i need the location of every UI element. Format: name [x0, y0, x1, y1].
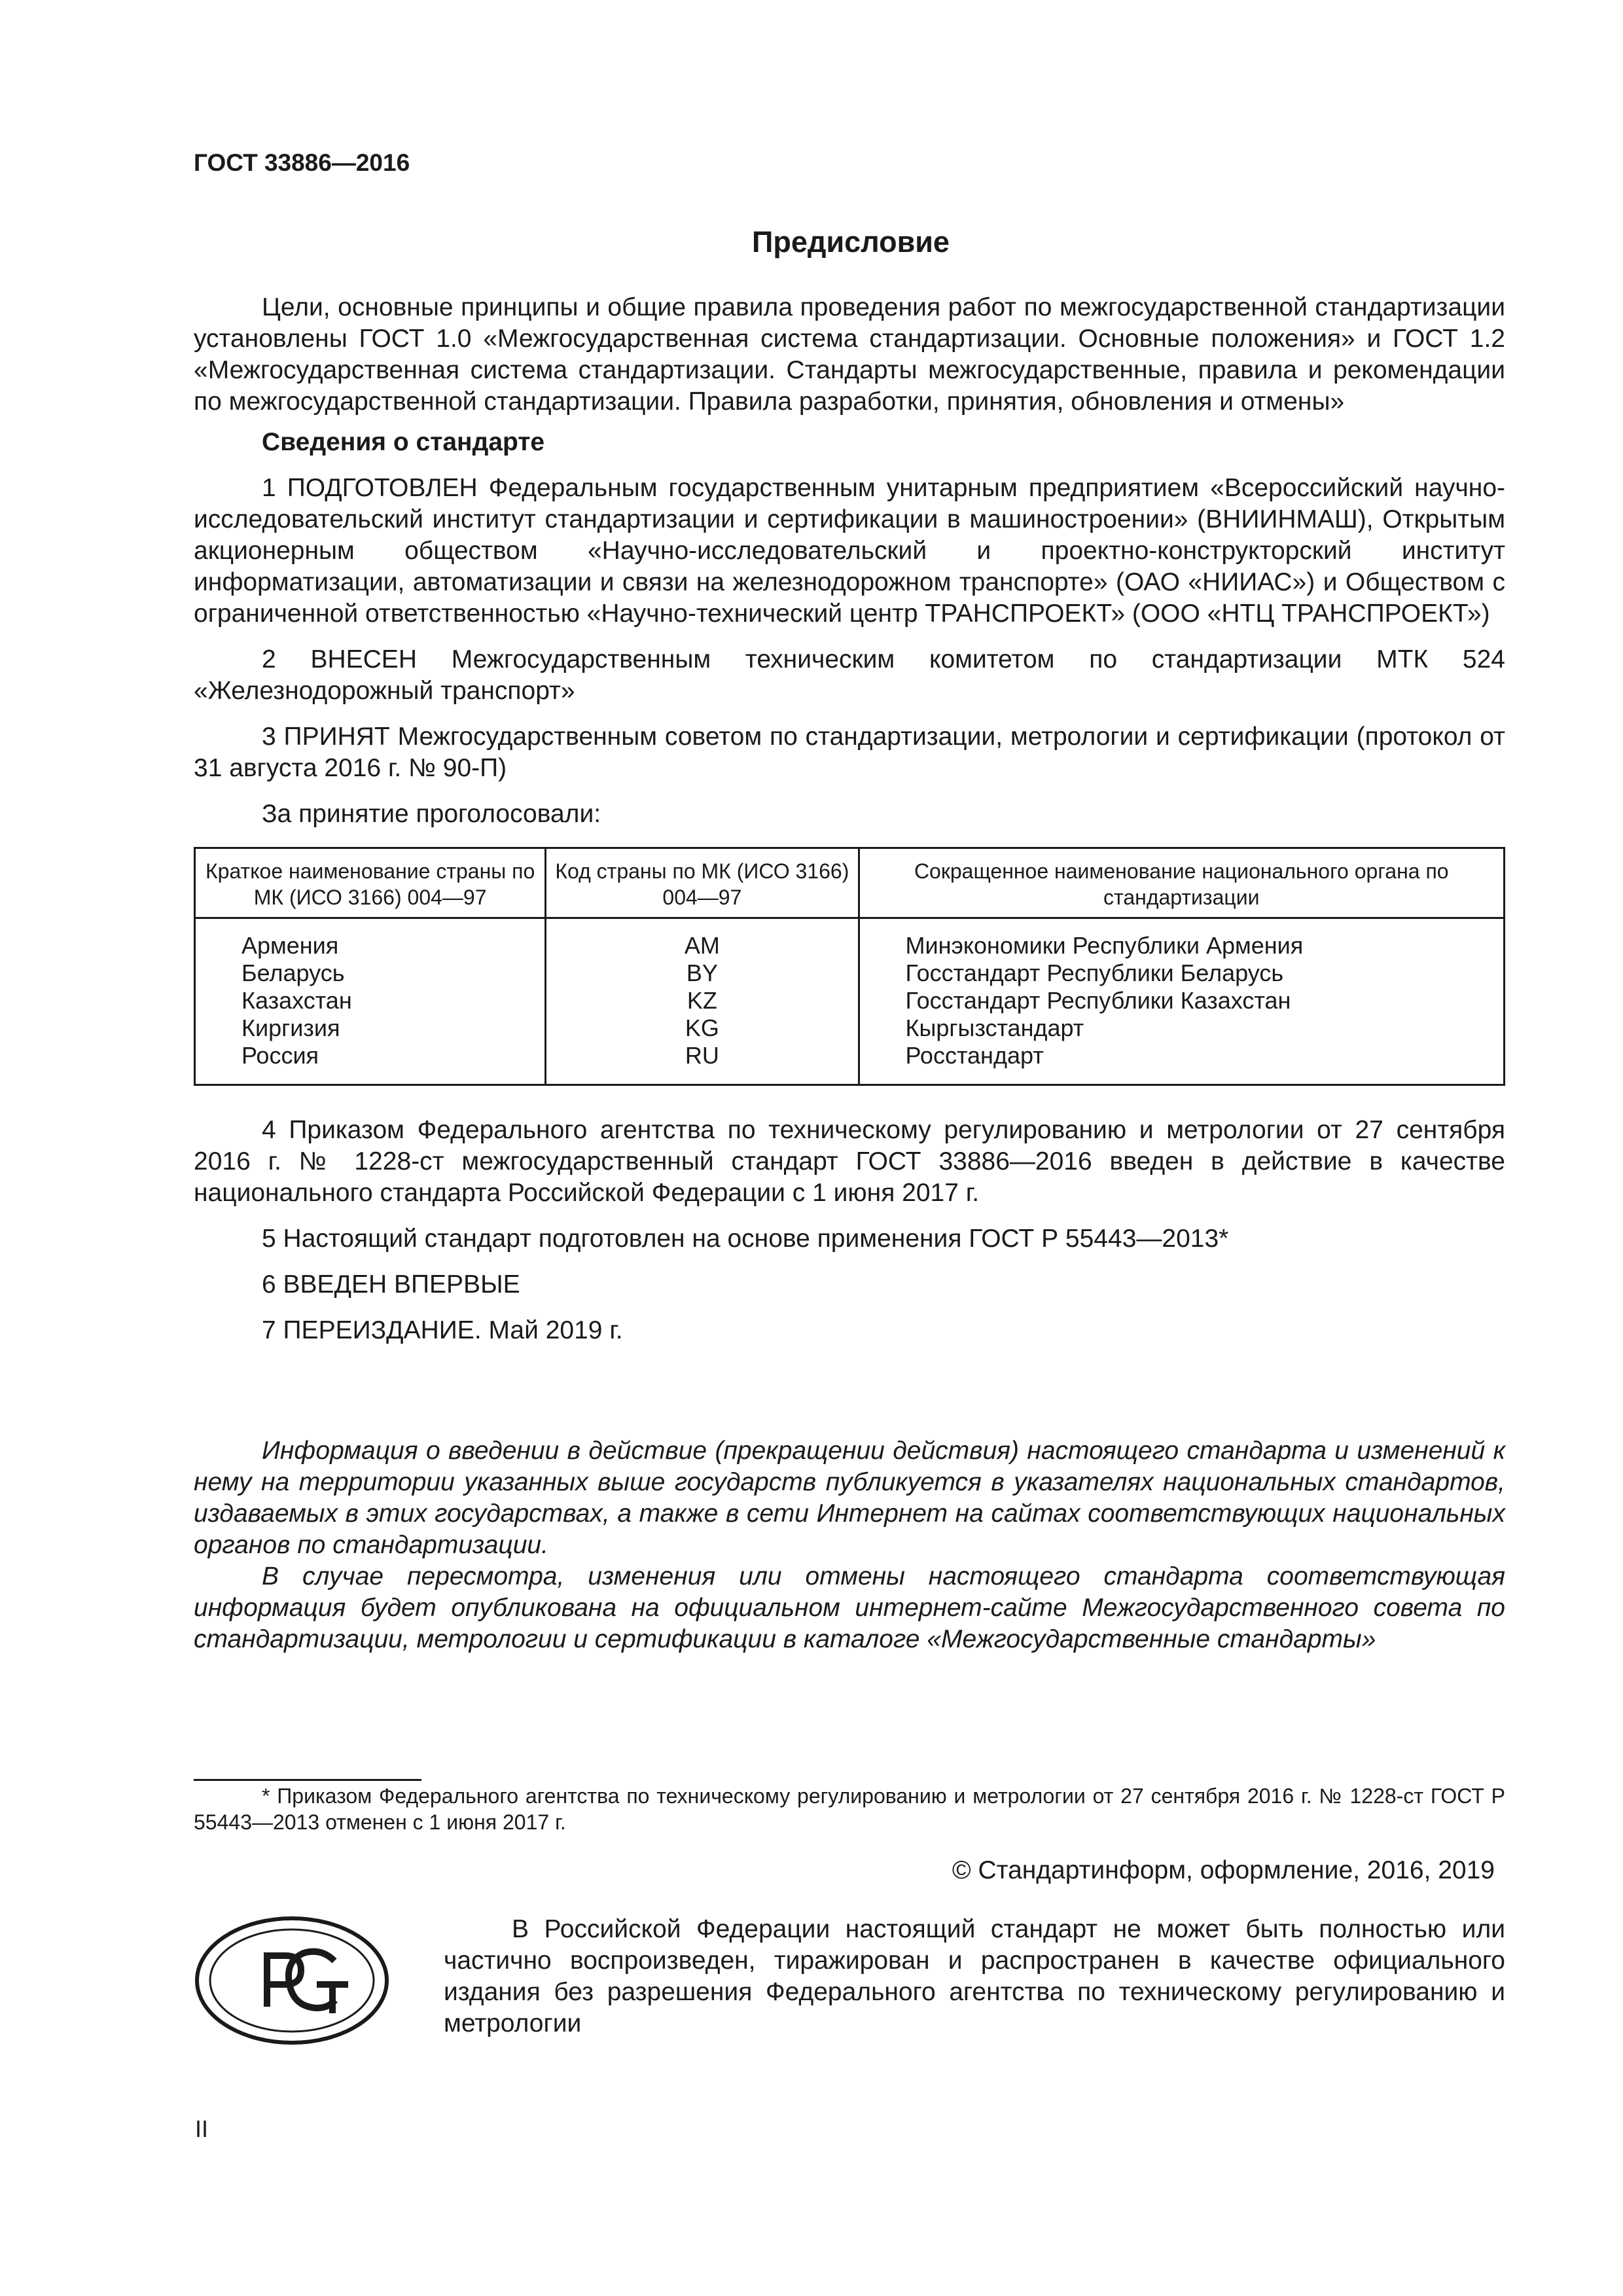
document-code-header: ГОСТ 33886—2016 [194, 149, 410, 176]
item-5: 5 Настоящий стандарт подготовлен на основе применения ГОСТ Р 55443—2013* [262, 1225, 1229, 1253]
table-cell: KG [685, 1014, 719, 1041]
table-body-row [195, 918, 1505, 1085]
header-country-code: Код страны по МК (ИСО 3166) 004—97 [546, 848, 859, 918]
item-4: 4 Приказом Федерального агентства по техническому регулированию и метрологии от 27 сентября 2016 г. № 1228-ст межгосударственный стандарт ГОСТ 33886—2016 введен в действие в качестве национального стандарта Российской Федерации с 1 июня 2017 г. [194, 1116, 1505, 1207]
table-cell: Киргизия [241, 1014, 340, 1041]
table-cell: BY [686, 960, 718, 986]
table-cell: Госстандарт Республики Казахстан [905, 987, 1291, 1014]
table-header-row [195, 848, 1505, 918]
footnote: * Приказом Федерального агентства по техническому регулированию и метрологии от 27 сентября 2016 г. № 1228-ст ГОСТ Р 55443—2013 отменен с 1 июня 2017 г. [194, 1784, 1505, 1834]
publication-info-paragraph-1: Информация о введении в действие (прекращении действия) настоящего стандарта и изменений к нему на территории указанных выше государств публикуется в указателях национальных стандартов, издаваемых в этих государствах, а также в сети Интернет на сайтах соответствующих национальных органов по стандартизации. [194, 1437, 1505, 1559]
page-title: Предисловие [752, 225, 950, 259]
page-number: II [195, 2115, 209, 2142]
table-cell: Госстандарт Республики Беларусь [905, 960, 1284, 986]
national-body-column [859, 918, 1505, 1085]
intro-paragraph: Цели, основные принципы и общие правила проведения работ по межгосударственной стандартизации установлены ГОСТ 1.0 «Межгосударственная система стандартизации. Основные положения» и ГОСТ 1.2 «Межгосударственная система стандартизации. Стандарты межгосударственные, правила и рекомендации по межгосударственной стандартизации. Правила разработки, принятия, обновления и отмены» [194, 293, 1505, 416]
publication-info [194, 1435, 1505, 1655]
preface-content [194, 292, 1505, 1655]
rst-logo-icon [194, 1915, 390, 2046]
header-country-name: Краткое наименование страны по МК (ИСО 3166) 004—97 [195, 848, 546, 918]
table-cell: Армения [241, 932, 339, 959]
table-cell: Беларусь [241, 960, 345, 986]
voting-table [194, 847, 1505, 1086]
info-heading: Сведения о стандарте [262, 428, 545, 456]
table-cell: RU [685, 1042, 719, 1069]
item-3: 3 ПРИНЯТ Межгосударственным советом по стандартизации, метрологии и сертификации (протокол от 31 августа 2016 г. № 90-П) [194, 723, 1505, 782]
item-2: 2 ВНЕСЕН Межгосударственным техническим комитетом по стандартизации МТК 524 «Железнодорожный транспорт» [194, 645, 1505, 705]
table-cell: Россия [241, 1042, 319, 1069]
table-cell: KZ [687, 987, 717, 1014]
item-7: 7 ПЕРЕИЗДАНИЕ. Май 2019 г. [262, 1316, 623, 1344]
table-cell: Казахстан [241, 987, 352, 1014]
table-cell: Кыргызстандарт [905, 1014, 1084, 1041]
item-1: 1 ПОДГОТОВЛЕН Федеральным государственным унитарным предприятием «Всероссийский научно-исследовательский институт стандартизации и сертификации в машиностроении» (ВНИИНМАШ), Открытым акционерным обществом «Научно-исследовательский и проектно-конструкторский институт информатизации, автоматизации и связи на железнодорожном транспорте» (ОАО «НИИАС») и Обществом с ограниченной ответственностью «Научно-технический центр ТРАНСПРОЕКТ» (ООО «НТЦ ТРАНСПРОЕКТ») [194, 474, 1505, 628]
copyright-notice: © Стандартинформ, оформление, 2016, 2019 [952, 1856, 1495, 1884]
footnote-separator [194, 1779, 421, 1781]
table-cell: Росстандарт [905, 1042, 1044, 1069]
table-cell: AM [684, 932, 720, 959]
reproduction-notice: В Российской Федерации настоящий стандарт не может быть полностью или частично воспроизведен, тиражирован и распространен в качестве официального издания без разрешения Федерального агентства по техническому регулированию и метрологии [444, 1915, 1505, 2037]
item-6: 6 ВВЕДЕН ВПЕРВЫЕ [262, 1270, 520, 1299]
vote-intro: За принятие проголосовали: [262, 800, 601, 828]
header-national-body: Сокращенное наименование национального органа по стандартизации [859, 848, 1505, 918]
table-cell: Минэкономики Республики Армения [905, 932, 1304, 959]
country-code-column [546, 918, 859, 1085]
country-name-column [195, 918, 546, 1085]
publication-info-paragraph-2: В случае пересмотра, изменения или отмены настоящего стандарта соответствующая информация будет опубликована на официальном интернет-сайте Межгосударственного совета по стандартизации, метрологии и сертификации в каталоге «Межгосударственные стандарты» [194, 1562, 1505, 1653]
